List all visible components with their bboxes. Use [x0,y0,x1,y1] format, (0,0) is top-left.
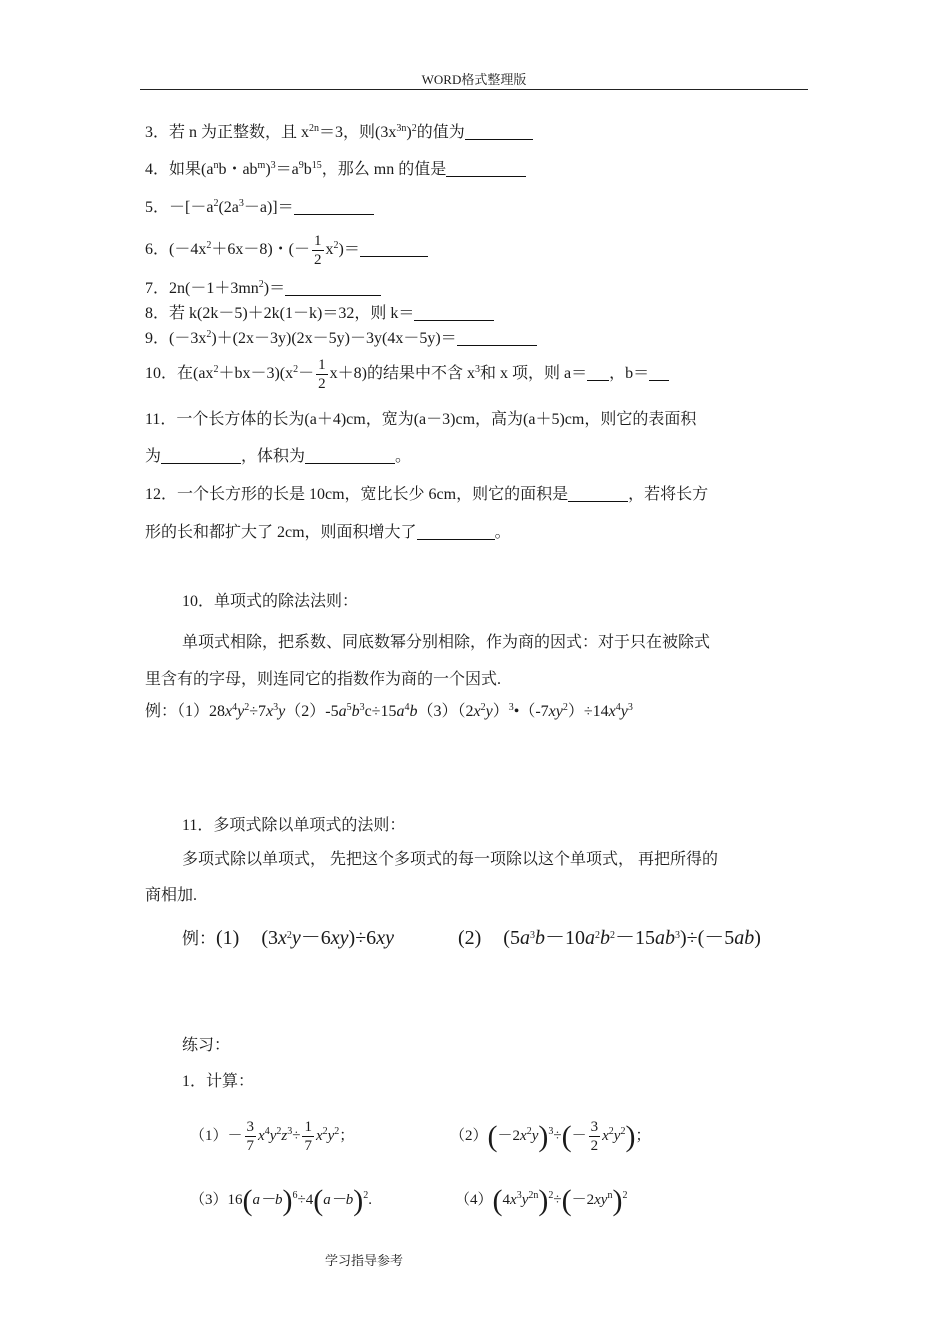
rule10-body-line1: 单项式相除，把系数、同底数幂分别相除，作为商的因式：对于只在被除式 [182,634,711,651]
answer-blank[interactable] [457,330,537,346]
problem-4: 4．如果($a^nb$・$ab^m)^3=a^9b^{15}$，那么 mn 的值是 [145,160,526,180]
rule11-body-line1: 多项式除以单项式， 先把这个多项式的每一项除以这个单项式， 再把所得的 [182,851,719,868]
page-header: WORD格式整理版 [421,72,527,87]
rule11-body-line2: 商相加. [145,887,198,904]
fraction: $\frac{1}{2}$ [314,232,322,268]
problem-3: 3．若 n 为正整数，且 $x^{2n}=3$，则$(3x^{3n})^2$的值为 [145,123,533,143]
answer-blank[interactable] [446,161,526,177]
rule10-body-line2: 里含有的字母，则连同它的指数作为商的一个因式. [145,671,502,688]
answer-blank-a[interactable] [587,365,609,381]
practice-expr-3: $(3)16(a-b)^6\div 4(a-b)^2$. [190,1184,373,1217]
answer-blank[interactable] [465,124,533,140]
answer-blank[interactable] [414,305,494,321]
answer-blank[interactable] [417,524,495,540]
page-footer: 学习指导参考 [325,1253,404,1268]
answer-blank[interactable] [294,199,374,215]
rule11-example: 例：(1) $(3x^2y-6xy)\div 6xy$ (2) $(5a^3b-10a^2b^2-15ab^3)\div(-5ab)$ [182,927,761,949]
problem-8: 8．若 k(2k－5)＋2k(1－k)＝32，则 k＝ [145,304,494,324]
rule10-example: 例：$(1)28x^4y^2\div 7x^3y(2)-5a^5b^3c\div 15a^4b(3)(2x^2y)^3•(-7xy^2)\div 14x^4y^3$ [145,702,633,720]
rule10-title: 10．单项式的除法法则： [182,593,359,610]
problem-7: 7．$2n(-1+3mn^2)=$ [145,279,381,299]
answer-blank-b[interactable] [649,365,669,381]
problem-6: 6．$(-4x^2+6x-8)$・(－ $\frac{1}{2}$ $x^2)=$ [145,228,428,272]
practice-expr-2: $(2)(-2x^2y)^3\div(-$ $\frac{3}{2}$ $x^2y^2$)； [450,1119,651,1155]
answer-blank[interactable] [161,448,241,464]
problem-12-line1: 12．一个长方形的长是 10cm，宽比长少 6cm，则它的面积是 ，若将长方 [145,486,709,503]
fraction: $\frac{1}{2}$ [318,356,326,392]
practice-question-1: 1．计算： [182,1073,255,1090]
header-rule [140,89,808,90]
practice-expr-4: $(4)(4x^3y^{2n})^2\div(-2xy^n)^2$ [455,1184,628,1217]
answer-blank[interactable] [305,448,395,464]
problem-11-line1: 11．一个长方体的长为(a＋4)cm，宽为(a－3)cm，高为(a＋5)cm，则它的表面积 [145,411,697,428]
practice-expr-1: （1）－ $\frac{3}{7}$ $x^4y^2z^3\div$ $\frac{1}{7}$ $x^2y^2$； [190,1119,355,1155]
fraction: $\frac{3}{7}$ [246,1119,255,1155]
answer-blank[interactable] [568,486,628,502]
fraction: $\frac{1}{7}$ [304,1119,312,1155]
answer-blank[interactable] [360,241,428,257]
problem-10: 10．在$(ax^2+bx-3)(x^2-$ $\frac{1}{2}$ x＋8)的结果中不含 $x^3$和 x 项，则 a＝ ，b＝ [145,352,669,396]
fraction: $\frac{3}{2}$ [590,1119,599,1155]
rule11-title: 11．多项式除以单项式的法则： [182,817,406,834]
problem-9: 9．$(-3x^2)+(2x-3y)(2x-5y)-3y(4x-5y)=$ [145,329,537,349]
practice-title: 练习： [182,1037,231,1054]
problem-5: 5．$-[-a^2(2a^3-a)]=$ [145,198,374,218]
problem-11-line2: 为 ，体积为 。 [145,448,412,465]
answer-blank[interactable] [285,280,381,296]
problem-12-line2: 形的长和都扩大了 2cm，则面积增大了 。 [145,524,511,541]
